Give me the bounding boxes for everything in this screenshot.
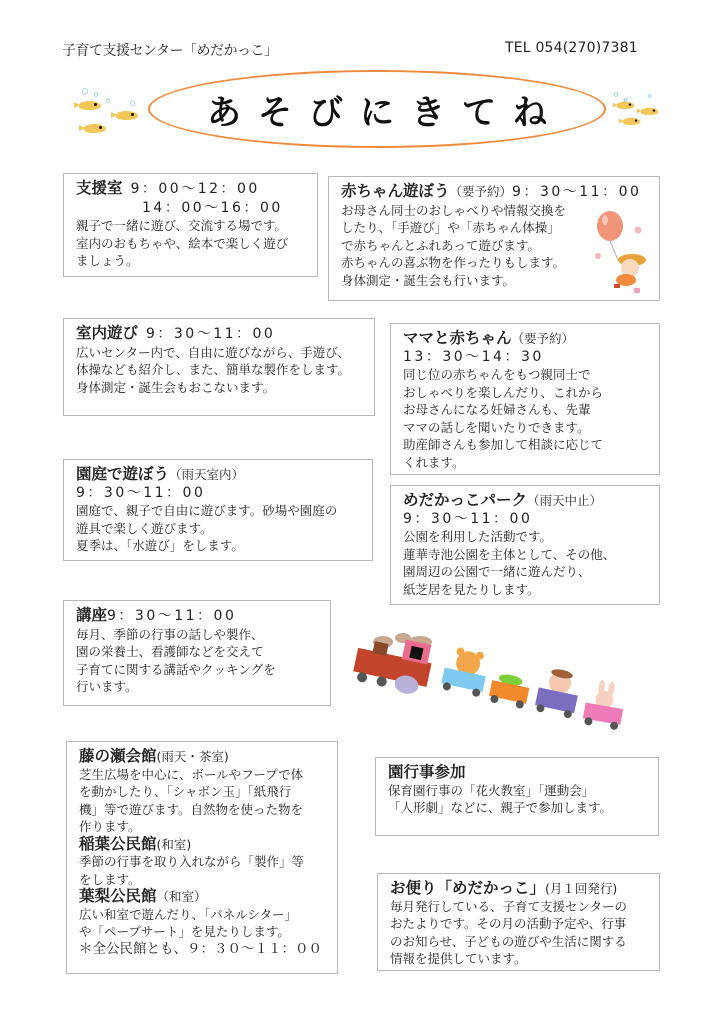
section-time: 9：30～11：00 [145, 326, 276, 342]
section-entei [63, 459, 373, 561]
section-text: 子育てに関する講話やクッキングを [76, 661, 276, 677]
section-text: おたよりです。その月の活動予定や、行事 [390, 916, 627, 931]
section-text: 毎月発行している、子育て支援センターの [390, 898, 628, 914]
section-time: 9：30～11：00 [76, 484, 206, 501]
section-park [390, 485, 660, 605]
page-title: あそびにきてね [207, 92, 564, 133]
section-time: 9：30～11：00 [403, 510, 533, 527]
pufferfish-right-icon [610, 92, 670, 132]
section-footer-note: ＊全公民館とも、９：３０～１１：００ [79, 940, 322, 957]
animal-train-illustration [345, 628, 635, 738]
pufferfish-left-icon [66, 88, 146, 138]
section-note: （要予約） [511, 331, 575, 346]
section-title: お便り「めだかっこ」 [390, 879, 546, 897]
section-text: 助産師さんも参加して相談に応じて [403, 437, 604, 452]
section-text: 行います。 [76, 679, 138, 694]
section-note: (雨天・茶室) [156, 749, 229, 764]
section-note: (月１回発行) [545, 881, 618, 896]
section-title: 葉梨公民館 [79, 887, 157, 905]
section-title: 園庭で遊ぼう [76, 465, 170, 483]
section-text: お母さん同士のおしゃべりや情報交換を [341, 202, 567, 218]
section-time: 9：30～11：00 [512, 184, 642, 200]
section-time: 9：00～12：00 [130, 181, 260, 197]
organization-name: 子育て支援センター「めだかっこ」 [62, 43, 278, 59]
section-title: 講座 [76, 606, 108, 624]
section-text: 同じ位の赤ちゃんをもつ親同士で [403, 367, 591, 382]
section-text: 遊具で楽しく遊びます。 [76, 520, 213, 536]
section-text: をします。 [79, 871, 141, 887]
section-text: 紙芝居を見たりします。 [403, 581, 540, 597]
section-shienshitsu [63, 173, 318, 277]
section-text: 芝生広場を中心に、ボールやフープで体 [79, 766, 304, 782]
section-time-2: 14：00～16：00 [142, 199, 283, 216]
section-text: くれます。 [403, 454, 465, 470]
section-text: 公園を利用した活動です。 [403, 529, 553, 544]
section-note: （雨天中止） [527, 493, 603, 508]
section-title: 支援室 [76, 179, 123, 197]
section-text: 身体測定・誕生会も行います。 [341, 272, 516, 288]
section-text: 蓮華寺池公園を主体として、その他、 [403, 546, 616, 562]
section-text: おしゃべりを楽しんだり、これから [403, 384, 604, 400]
section-text: 園庭で、親子で自由に遊びます。砂場や園庭の [76, 503, 338, 518]
section-title: めだかっこパーク [403, 491, 528, 509]
section-title: 室内遊び [76, 324, 139, 342]
section-time: 9：30～11：00 [107, 608, 237, 624]
section-kominkan [66, 741, 338, 974]
section-note: （和室） [156, 889, 207, 904]
section-text: したり、「手遊び」や「赤ちゃん体操」 [341, 220, 560, 235]
section-text: 作ります。 [79, 819, 141, 834]
section-text: で赤ちゃんとふれあって遊びます。 [341, 237, 540, 253]
section-text: 季節の行事を取り入れながら「製作」等 [79, 854, 305, 869]
title-oval [148, 70, 606, 148]
section-text: 赤ちゃんの喜ぶ物を作ったりもします。 [341, 255, 566, 270]
section-title: 稲葉公民館 [79, 834, 157, 853]
section-text: を動かしたり、「シャボン玉」「紙飛行 [79, 784, 292, 799]
section-text: 広い和室で遊んだり、「パネルシター」 [79, 906, 297, 922]
section-text: 機」等で遊びます。自然物を使った物を [79, 801, 304, 817]
section-title: 藤の瀬会館 [79, 747, 157, 765]
section-text: 園周辺の公園で一緒に遊んだり、 [403, 564, 591, 579]
section-text: 毎月、季節の行事の話しや製作、 [76, 626, 264, 642]
section-text: 親子で一緒に遊び、交流する場です。 [76, 218, 288, 233]
section-text: 保育園行事の「花火教室」「運動会」 [388, 782, 595, 798]
section-text: 「人形劇」などに、親子で参加します。 [388, 800, 613, 815]
section-text: のお知らせ、子どもの遊びや生活に関する [390, 933, 627, 949]
section-text: 広いセンター内で、自由に遊びながら、手遊び、 [76, 344, 350, 360]
section-shitsunai [63, 318, 375, 416]
section-time: 13：30～14：30 [403, 348, 544, 365]
section-mama [390, 323, 660, 475]
section-title: 園行事参加 [388, 763, 466, 781]
section-koza [63, 600, 331, 706]
section-otayori [377, 873, 660, 971]
section-text: 園の栄養士、看護師などを交えて [76, 644, 264, 659]
section-note: （要予約） [449, 184, 513, 199]
section-text: 身体測定・誕生会もおこないます。 [76, 379, 276, 395]
section-text: 情報を提供しています。 [390, 951, 527, 966]
section-note: (和室) [156, 836, 192, 852]
balloon-girl-illustration [590, 208, 650, 298]
section-title: 赤ちゃん遊ぼう [341, 182, 450, 200]
section-text: 夏季は、「水遊び」をします。 [76, 538, 244, 553]
section-title: ママと赤ちゃん [403, 329, 512, 347]
section-text: ママの話しを聞いたりできます。 [403, 419, 590, 435]
section-text: 室内のおもちゃや、絵本で楽しく遊び [76, 235, 289, 251]
section-note: （雨天室内） [169, 467, 245, 482]
section-text: ましょう。 [76, 253, 139, 268]
section-gyoji [375, 757, 659, 836]
section-text: 体操なども紹介し、また、簡単な製作をします。 [76, 362, 351, 377]
phone-number: TEL 054(270)7381 [505, 40, 638, 56]
section-text: お母さんになる妊婦さんも、先輩 [403, 402, 591, 417]
section-text: や「ペープサート」を見たりします。 [79, 924, 290, 939]
